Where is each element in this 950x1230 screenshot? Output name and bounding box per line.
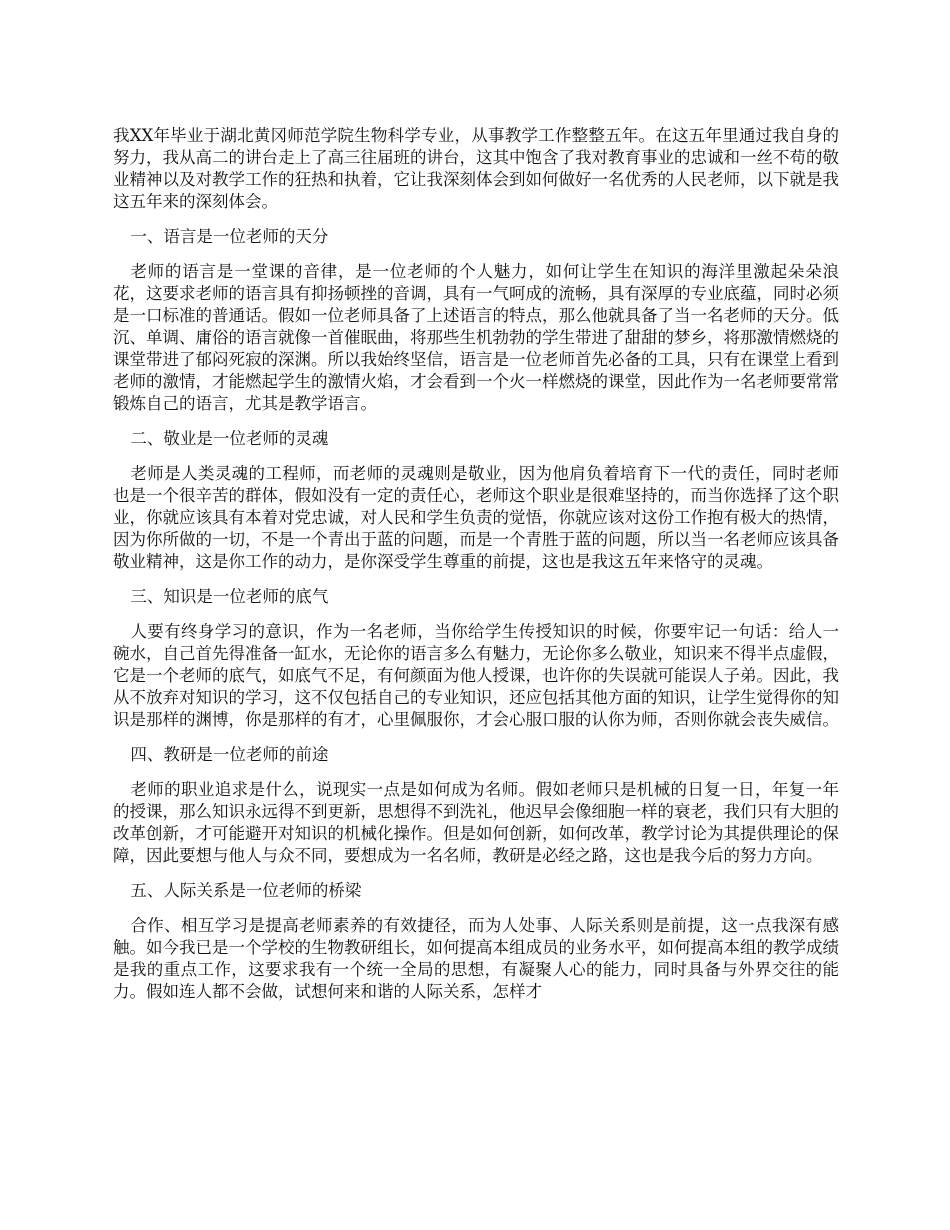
section-heading-5: 五、人际关系是一位老师的桥梁 [130,881,362,900]
section-heading-1: 一、语言是一位老师的天分 [130,227,329,246]
section-body-4: 老师的职业追求是什么，说现实一点是如何成为名师。假如老师只是机械的日复一日，年复一年的授课，那么知识永远得不到更新，思想得不到洗礼，他迟早会像细胞一样的衰老，我们只有大胆的改革创新，才可能避开对知识的机械化操作。但是如何创新，如何改革，教学讨论为其提供理论的保障，因此要想与他人与众不同，要想成为一名名师，教研是必经之路，这也是我今后的努力方向。 [113,780,839,865]
section-heading-2: 二、敬业是一位老师的灵魂 [130,429,329,448]
section-body-3: 人要有终身学习的意识，作为一名老师，当你给学生传授知识的时候，你要牢记一句话：给人一碗水，自己首先得准备一缸水，无论你的语言多么有魅力，无论你多么敬业，知识来不得半点虚假，它是一个老师的底气，如底气不足，有何颜面为他人授课，也许你的失误就可能误人子弟。因此，我从不放弃对知识的学习，这不仅包括自己的专业知识，还应包括其他方面的知识，让学生觉得你的知识是那样的渊博，你是那样的有才，心里佩服你，才会心服口服的认你为师，否则你就会丧失威信。 [113,622,839,729]
document-body [113,125,839,1016]
section-body-1: 老师的语言是一堂课的音律，是一位老师的个人魅力，如何让学生在知识的海洋里激起朵朵浪花，这要求老师的语言具有抑扬顿挫的音调，具有一气呵成的流畅，具有深厚的专业底蕴，同时必须是一口标准的普通话。假如一位老师具备了上述语言的特点，那么他就具备了当一名老师的天分。低沉、单调、庸俗的语言就像一首催眠曲，将那些生机勃勃的学生带进了甜甜的梦乡，将那激情燃烧的课堂带进了郁闷死寂的深渊。所以我始终坚信，语言是一位老师首先必备的工具，只有在课堂上看到老师的激情，才能燃起学生的激情火焰，才会看到一个火一样燃烧的课堂，因此作为一名老师要常常锻炼自己的语言，尤其是教学语言。 [113,262,839,413]
section-heading-4: 四、教研是一位老师的前途 [130,745,329,764]
section-heading-3: 三、知识是一位老师的底气 [130,587,329,606]
section-body-2: 老师是人类灵魂的工程师，而老师的灵魂则是敬业，因为他肩负着培育下一代的责任，同时老师也是一个很辛苦的群体，假如没有一定的责任心，老师这个职业是很难坚持的，而当你选择了这个职业，你就应该具有本着对党忠诚，对人民和学生负责的觉悟，你就应该对这份工作抱有极大的热情，因为你所做的一切，不是一个青出于蓝的问题，而是一个青胜于蓝的问题，所以当一名老师应该具备敬业精神，这是你工作的动力，是你深受学生尊重的前提，这也是我这五年来恪守的灵魂。 [113,464,839,571]
section-body-5: 合作、相互学习是提高老师素养的有效捷径，而为人处事、人际关系则是前提，这一点我深有感触。如今我已是一个学校的生物教研组长，如何提高本组成员的业务水平，如何提高本组的教学成绩是我的重点工作，这要求我有一个统一全局的思想，有凝聚人心的能力，同时具备与外界交往的能力。假如连人都不会做，试想何来和谐的人际关系，怎样才 [113,916,839,1001]
intro-paragraph: 我XX年毕业于湖北黄冈师范学院生物科学专业，从事教学工作整整五年。在这五年里通过我自身的努力，我从高二的讲台走上了高三往届班的讲台，这其中饱含了我对教育事业的忠诚和一丝不苟的敬业精神以及对教学工作的狂热和执着，它让我深刻体会到如何做好一名优秀的人民老师，以下就是我这五年来的深刻体会。 [113,126,839,211]
